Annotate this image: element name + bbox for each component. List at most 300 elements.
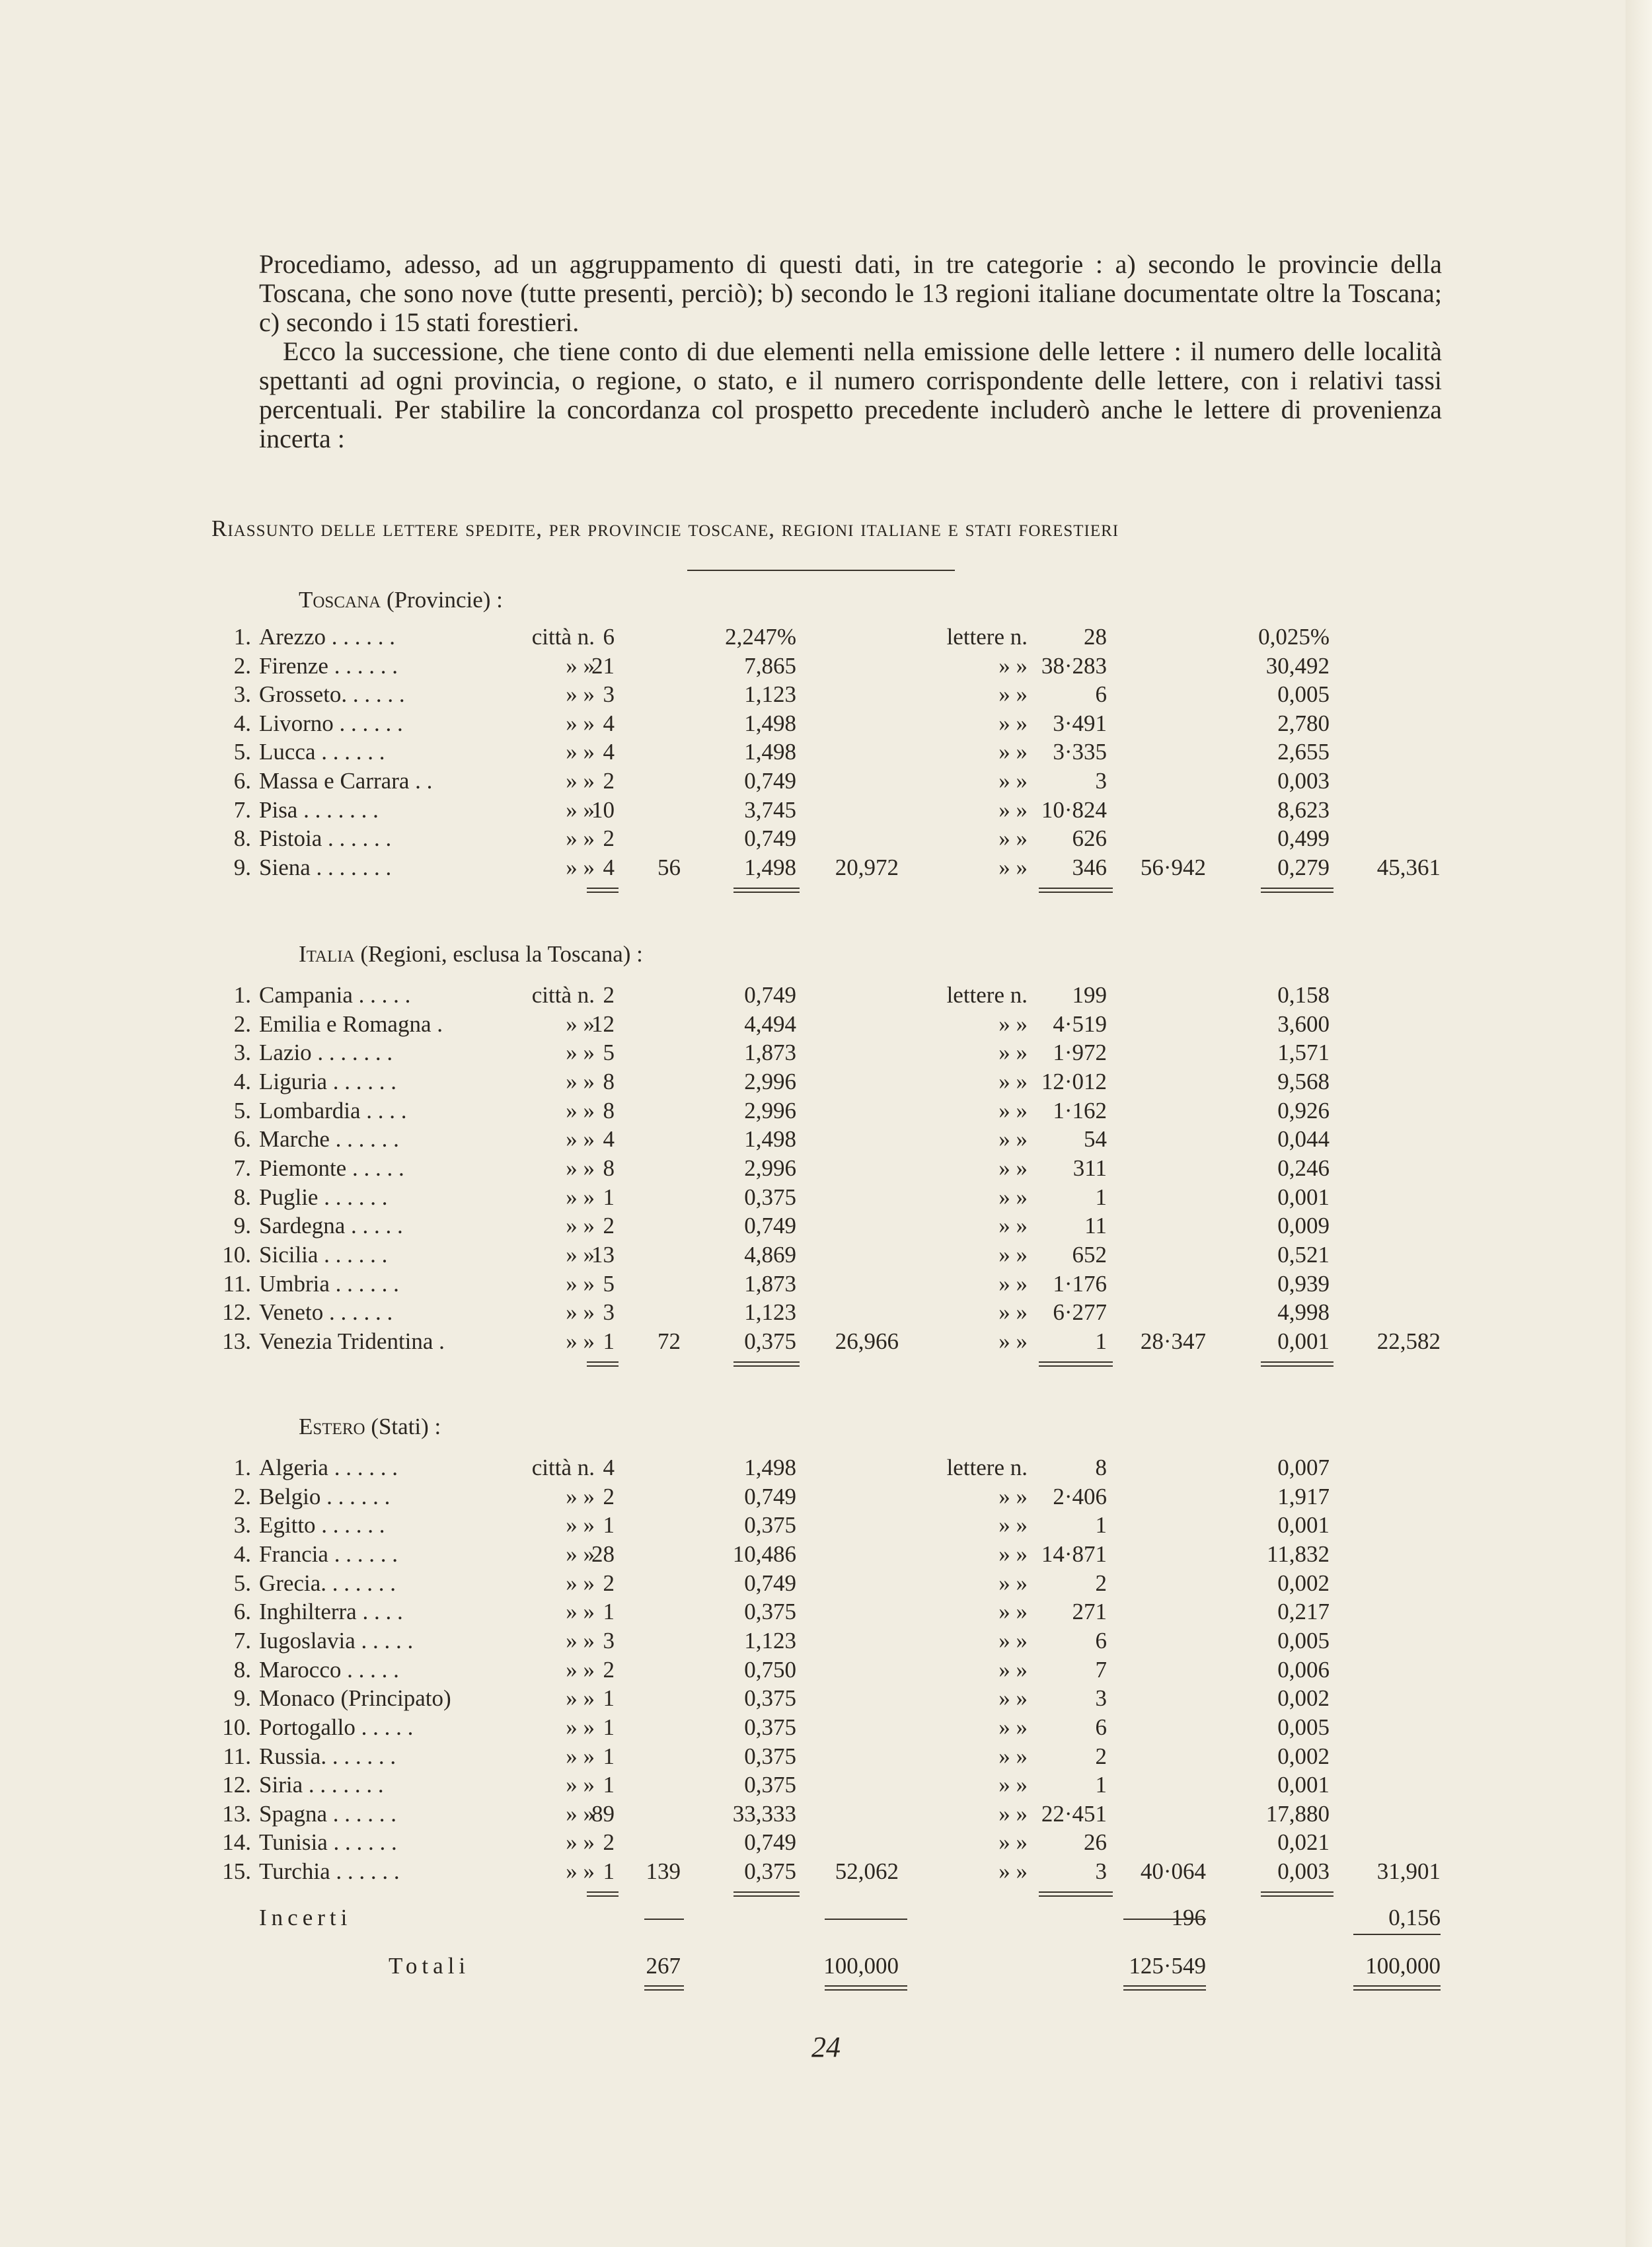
letters-count: 8 <box>1095 1455 1107 1480</box>
letters-label: » » <box>998 1155 1028 1181</box>
letters-pct: 0,006 <box>1277 1657 1330 1683</box>
double-rule <box>1353 1985 1441 1991</box>
letters-pct: 0,926 <box>1277 1098 1330 1124</box>
city-pct: 1,498 <box>744 1126 796 1152</box>
letters-count: 22·451 <box>1041 1801 1107 1827</box>
row-name: Russia. . . . . . . <box>259 1743 396 1769</box>
letters-count: 1·972 <box>1053 1040 1107 1065</box>
table-row <box>0 1829 1652 1858</box>
city-label: » » <box>566 797 595 823</box>
rule <box>644 1919 684 1920</box>
table-row <box>0 1098 1652 1127</box>
letters-count: 12·012 <box>1041 1069 1107 1094</box>
row-number: 7. <box>233 1155 251 1181</box>
row-number: 2. <box>233 1011 251 1037</box>
city-pct: 1,498 <box>744 855 796 880</box>
row-number: 12. <box>222 1772 251 1798</box>
city-count: 13 <box>591 1242 615 1268</box>
letters-label: » » <box>998 1242 1028 1268</box>
city-label: città n. <box>531 1455 595 1480</box>
double-rule <box>1039 1891 1113 1897</box>
double-rule <box>587 888 619 893</box>
row-name: Algeria . . . . . . <box>259 1455 398 1480</box>
table-row <box>0 797 1652 826</box>
row-number: 1. <box>233 624 251 650</box>
letters-count: 6·277 <box>1053 1299 1107 1325</box>
city-pct: 0,375 <box>744 1743 796 1769</box>
table-row <box>0 739 1652 768</box>
letters-pct: 0,939 <box>1277 1271 1330 1297</box>
city-pct: 1,123 <box>744 1628 796 1654</box>
intro-paragraph-2: Ecco la successione, che tiene conto di due elementi nella emissione delle lettere : il numero delle località spettanti ad ogni provincia, o regione, o stato, e il numero corrispondente delle lettere, con i relativi tassi percentuali. Per stabilire la concordanza col prospetto precedente includerò anche le lettere di provenienza incerta : <box>259 336 1442 453</box>
row-number: 11. <box>223 1743 251 1769</box>
row-name: Grosseto. . . . . . <box>259 681 405 707</box>
letters-pct: 0,003 <box>1277 1858 1330 1884</box>
city-count: 4 <box>603 855 615 880</box>
row-number: 8. <box>233 825 251 851</box>
letters-pct: 0,001 <box>1277 1184 1330 1210</box>
letters-pct: 0,002 <box>1277 1570 1330 1596</box>
letters-pct: 1,571 <box>1277 1040 1330 1065</box>
letters-pct: 0,003 <box>1277 768 1330 794</box>
row-number: 5. <box>233 1098 251 1124</box>
letters-label: » » <box>998 1801 1028 1827</box>
city-label: » » <box>566 1743 595 1769</box>
letters-label: » » <box>998 1714 1028 1740</box>
rule <box>825 1919 907 1920</box>
letters-pct: 0,001 <box>1277 1328 1330 1354</box>
city-label: » » <box>566 1570 595 1596</box>
letters-label: » » <box>998 653 1028 679</box>
letters-label: » » <box>998 768 1028 794</box>
row-name: Umbria . . . . . . <box>259 1271 399 1297</box>
section-total-pct: 20,972 <box>835 855 899 880</box>
city-pct: 0,375 <box>744 1328 796 1354</box>
letters-label: lettere n. <box>946 982 1028 1008</box>
letters-pct: 11,832 <box>1267 1541 1330 1567</box>
title-rule <box>687 570 955 571</box>
double-rule <box>825 1985 907 1991</box>
letters-pct: 0,217 <box>1277 1599 1330 1624</box>
row-number: 12. <box>222 1299 251 1325</box>
city-pct: 2,996 <box>744 1069 796 1094</box>
row-name: Firenze . . . . . . <box>259 653 398 679</box>
letters-count: 3·335 <box>1053 739 1107 765</box>
letters-label: » » <box>998 825 1028 851</box>
city-count: 12 <box>591 1011 615 1037</box>
row-name: Inghilterra . . . . <box>259 1599 403 1624</box>
letters-count: 3 <box>1095 1858 1107 1884</box>
city-count: 5 <box>603 1040 615 1065</box>
letters-label: lettere n. <box>946 624 1028 650</box>
row-name: Massa e Carrara . . <box>259 768 433 794</box>
letters-count: 2 <box>1095 1743 1107 1769</box>
letters-count: 38·283 <box>1041 653 1107 679</box>
incerti-label: Incerti <box>259 1905 352 1930</box>
double-rule <box>1039 1361 1113 1367</box>
letters-pct: 0,001 <box>1277 1772 1330 1798</box>
row-number: 9. <box>233 855 251 880</box>
row-number: 10. <box>222 1242 251 1268</box>
city-pct: 0,749 <box>744 1484 796 1509</box>
city-pct: 0,750 <box>744 1657 796 1683</box>
letters-count: 2·406 <box>1053 1484 1107 1509</box>
city-count: 1 <box>603 1599 615 1624</box>
city-pct: 7,865 <box>744 653 796 679</box>
row-number: 14. <box>222 1829 251 1855</box>
letters-label: » » <box>998 1040 1028 1065</box>
row-name: Siria . . . . . . . <box>259 1772 384 1798</box>
letters-count: 7 <box>1095 1657 1107 1683</box>
city-count: 4 <box>603 739 615 765</box>
rule <box>1353 1934 1441 1935</box>
row-name: Livorno . . . . . . <box>259 710 403 736</box>
city-label: » » <box>566 1184 595 1210</box>
double-rule <box>733 1361 800 1367</box>
row-name: Iugoslavia . . . . . <box>259 1628 414 1654</box>
letters-pct: 0,021 <box>1277 1829 1330 1855</box>
letters-label: » » <box>998 1069 1028 1094</box>
table-row <box>0 1801 1652 1830</box>
city-count: 8 <box>603 1155 615 1181</box>
table-row <box>0 1184 1652 1213</box>
letters-count: 4·519 <box>1053 1011 1107 1037</box>
city-label: » » <box>566 1599 595 1624</box>
letters-label: » » <box>998 710 1028 736</box>
letters-label: » » <box>998 1858 1028 1884</box>
section-heading-toscana: Toscana (Provincie) : <box>299 587 503 613</box>
city-count: 3 <box>603 1628 615 1654</box>
city-count: 5 <box>603 1271 615 1297</box>
city-count: 2 <box>603 982 615 1008</box>
letters-count: 271 <box>1072 1599 1107 1624</box>
totali-letters-pct: 100,000 <box>1365 1953 1441 1979</box>
letters-count: 6 <box>1095 1628 1107 1654</box>
letters-count: 1·162 <box>1053 1098 1107 1124</box>
city-label: » » <box>566 1011 595 1037</box>
city-count: 2 <box>603 1213 615 1238</box>
row-number: 13. <box>222 1328 251 1354</box>
city-pct: 0,375 <box>744 1772 796 1798</box>
letters-pct: 17,880 <box>1265 1801 1330 1827</box>
row-number: 4. <box>233 1541 251 1567</box>
row-number: 7. <box>233 797 251 823</box>
row-name: Siena . . . . . . . <box>259 855 392 880</box>
row-number: 10. <box>222 1714 251 1740</box>
table-row <box>0 1126 1652 1155</box>
letters-label: » » <box>998 1213 1028 1238</box>
city-label: » » <box>566 1242 595 1268</box>
double-rule <box>587 1361 619 1367</box>
city-count: 1 <box>603 1743 615 1769</box>
city-label: » » <box>566 855 595 880</box>
row-number: 3. <box>233 1040 251 1065</box>
letters-count: 11 <box>1084 1213 1107 1238</box>
letters-pct: 0,005 <box>1277 681 1330 707</box>
letters-pct: 0,007 <box>1277 1455 1330 1480</box>
letters-label: » » <box>998 1011 1028 1037</box>
city-count: 6 <box>603 624 615 650</box>
section-total-letters-pct: 22,582 <box>1376 1328 1441 1354</box>
letters-label: » » <box>998 681 1028 707</box>
letters-count: 199 <box>1072 982 1107 1008</box>
city-pct: 0,749 <box>744 1829 796 1855</box>
city-label: » » <box>566 1098 595 1124</box>
table-row <box>0 1772 1652 1801</box>
letters-count: 6 <box>1095 1714 1107 1740</box>
row-name: Piemonte . . . . . <box>259 1155 404 1181</box>
letters-label: » » <box>998 1512 1028 1538</box>
row-name: Veneto . . . . . . <box>259 1299 393 1325</box>
section-total-letters-pct: 45,361 <box>1376 855 1441 880</box>
city-count: 1 <box>603 1858 615 1884</box>
totali-count: 267 <box>646 1953 681 1979</box>
letters-pct: 0,002 <box>1277 1685 1330 1711</box>
city-label: » » <box>566 681 595 707</box>
table-row <box>0 1040 1652 1069</box>
city-count: 89 <box>591 1801 615 1827</box>
city-pct: 0,749 <box>744 1570 796 1596</box>
city-pct: 2,247% <box>725 624 796 650</box>
letters-label: » » <box>998 855 1028 880</box>
letters-label: » » <box>998 1328 1028 1354</box>
city-pct: 1,123 <box>744 1299 796 1325</box>
city-count: 3 <box>603 1299 615 1325</box>
section-total-letters: 40·064 <box>1140 1858 1206 1884</box>
city-label: » » <box>566 1155 595 1181</box>
section-total-letters-pct: 31,901 <box>1376 1858 1441 1884</box>
row-name: Lombardia . . . . <box>259 1098 407 1124</box>
letters-pct: 0,025% <box>1258 624 1330 650</box>
city-pct: 10,486 <box>732 1541 796 1567</box>
city-label: » » <box>566 1829 595 1855</box>
city-pct: 0,375 <box>744 1512 796 1538</box>
city-pct: 1,123 <box>744 681 796 707</box>
letters-label: » » <box>998 739 1028 765</box>
letters-pct: 4,998 <box>1277 1299 1330 1325</box>
letters-label: » » <box>998 1743 1028 1769</box>
city-pct: 0,375 <box>744 1599 796 1624</box>
letters-count: 1 <box>1095 1328 1107 1354</box>
city-count: 4 <box>603 1126 615 1152</box>
city-label: » » <box>566 1126 595 1152</box>
totali-label: Totali <box>389 1953 470 1979</box>
city-count: 10 <box>591 797 615 823</box>
letters-count: 6 <box>1095 681 1107 707</box>
row-name: Portogallo . . . . . <box>259 1714 414 1740</box>
city-count: 2 <box>603 825 615 851</box>
city-label: » » <box>566 1069 595 1094</box>
city-pct: 1,498 <box>744 1455 796 1480</box>
table-row <box>0 1657 1652 1686</box>
section-heading-italia: Italia (Regioni, esclusa la Toscana) : <box>299 941 643 967</box>
city-label: » » <box>566 825 595 851</box>
letters-label: » » <box>998 1599 1028 1624</box>
city-pct: 0,749 <box>744 1213 796 1238</box>
city-label: » » <box>566 653 595 679</box>
letters-pct: 0,158 <box>1277 982 1330 1008</box>
letters-count: 54 <box>1084 1126 1107 1152</box>
section-total-pct: 52,062 <box>835 1858 899 1884</box>
letters-label: » » <box>998 1829 1028 1855</box>
city-label: » » <box>566 1213 595 1238</box>
table-row <box>0 1714 1652 1743</box>
row-number: 1. <box>233 982 251 1008</box>
city-label: » » <box>566 1512 595 1538</box>
city-count: 8 <box>603 1098 615 1124</box>
city-pct: 0,749 <box>744 825 796 851</box>
double-rule <box>733 888 800 893</box>
table-row <box>0 1271 1652 1300</box>
row-name: Francia . . . . . . <box>259 1541 398 1567</box>
row-name: Emilia e Romagna . <box>259 1011 443 1037</box>
city-count: 2 <box>603 1657 615 1683</box>
table-row <box>0 855 1652 884</box>
row-name: Pisa . . . . . . . <box>259 797 379 823</box>
incerti-letters: 196 <box>1171 1905 1206 1930</box>
letters-label: » » <box>998 1484 1028 1509</box>
row-number: 15. <box>222 1858 251 1884</box>
city-pct: 33,333 <box>732 1801 796 1827</box>
letters-count: 26 <box>1084 1829 1107 1855</box>
row-name: Marche . . . . . . <box>259 1126 399 1152</box>
city-label: » » <box>566 1299 595 1325</box>
row-name: Grecia. . . . . . . <box>259 1570 396 1596</box>
double-rule <box>1261 1891 1333 1897</box>
letters-label: » » <box>998 1098 1028 1124</box>
double-rule <box>644 1985 684 1991</box>
row-name: Liguria . . . . . . <box>259 1069 397 1094</box>
row-number: 4. <box>233 1069 251 1094</box>
letters-label: » » <box>998 1772 1028 1798</box>
city-pct: 1,873 <box>744 1040 796 1065</box>
city-pct: 0,375 <box>744 1184 796 1210</box>
row-number: 8. <box>233 1657 251 1683</box>
table-row <box>0 1858 1652 1887</box>
totali-pct: 100,000 <box>823 1953 899 1979</box>
section-total-letters: 56·942 <box>1140 855 1206 880</box>
double-rule <box>1123 1985 1206 1991</box>
city-label: » » <box>566 1657 595 1683</box>
row-number: 5. <box>233 739 251 765</box>
row-number: 3. <box>233 1512 251 1538</box>
row-number: 9. <box>233 1213 251 1238</box>
row-name: Turchia . . . . . . <box>259 1858 400 1884</box>
city-pct: 0,749 <box>744 768 796 794</box>
letters-pct: 30,492 <box>1265 653 1330 679</box>
row-number: 2. <box>233 1484 251 1509</box>
letters-count: 1 <box>1095 1512 1107 1538</box>
city-count: 2 <box>603 768 615 794</box>
section-total-count: 72 <box>657 1328 681 1354</box>
row-number: 1. <box>233 1455 251 1480</box>
row-name: Lazio . . . . . . . <box>259 1040 393 1065</box>
double-rule <box>733 1891 800 1897</box>
letters-count: 14·871 <box>1041 1541 1107 1567</box>
table-row <box>0 1570 1652 1599</box>
rule <box>1123 1919 1206 1920</box>
row-name: Venezia Tridentina . <box>259 1328 445 1354</box>
incerti-letters-pct: 0,156 <box>1388 1905 1441 1930</box>
section-heading-estero: Estero (Stati) : <box>299 1414 441 1439</box>
letters-count: 3 <box>1095 1685 1107 1711</box>
city-count: 2 <box>603 1570 615 1596</box>
letters-label: » » <box>998 797 1028 823</box>
table-row <box>0 982 1652 1011</box>
row-name: Egitto . . . . . . <box>259 1512 385 1538</box>
letters-pct: 0,279 <box>1277 855 1330 880</box>
letters-pct: 0,001 <box>1277 1512 1330 1538</box>
letters-count: 3·491 <box>1053 710 1107 736</box>
letters-label: » » <box>998 1126 1028 1152</box>
row-name: Arezzo . . . . . . <box>259 624 396 650</box>
city-pct: 0,749 <box>744 982 796 1008</box>
city-count: 8 <box>603 1069 615 1094</box>
table-row <box>0 1484 1652 1513</box>
row-name: Marocco . . . . . <box>259 1657 399 1683</box>
row-number: 8. <box>233 1184 251 1210</box>
table-row <box>0 1069 1652 1098</box>
letters-label: » » <box>998 1541 1028 1567</box>
row-name: Lucca . . . . . . <box>259 739 385 765</box>
letters-label: » » <box>998 1570 1028 1596</box>
table-row <box>0 653 1652 682</box>
city-label: » » <box>566 1271 595 1297</box>
section-total-pct: 26,966 <box>835 1328 899 1354</box>
letters-label: » » <box>998 1657 1028 1683</box>
table-row <box>0 710 1652 740</box>
row-name: Tunisia . . . . . . <box>259 1829 397 1855</box>
table-row <box>0 768 1652 797</box>
city-label: » » <box>566 1040 595 1065</box>
row-number: 3. <box>233 681 251 707</box>
row-number: 6. <box>233 768 251 794</box>
letters-count: 3 <box>1095 768 1107 794</box>
row-number: 4. <box>233 710 251 736</box>
letters-pct: 0,005 <box>1277 1628 1330 1654</box>
row-number: 7. <box>233 1628 251 1654</box>
city-pct: 3,745 <box>744 797 796 823</box>
city-label: » » <box>566 1801 595 1827</box>
section-total-count: 139 <box>646 1858 681 1884</box>
table-row <box>0 1328 1652 1357</box>
city-pct: 2,996 <box>744 1155 796 1181</box>
row-number: 9. <box>233 1685 251 1711</box>
letters-label: » » <box>998 1271 1028 1297</box>
city-label: » » <box>566 710 595 736</box>
row-number: 11. <box>223 1271 251 1297</box>
row-number: 6. <box>233 1126 251 1152</box>
city-count: 1 <box>603 1685 615 1711</box>
letters-count: 2 <box>1095 1570 1107 1596</box>
city-label: città n. <box>531 624 595 650</box>
letters-pct: 0,499 <box>1277 825 1330 851</box>
city-label: » » <box>566 739 595 765</box>
letters-count: 311 <box>1072 1155 1107 1181</box>
row-number: 6. <box>233 1599 251 1624</box>
letters-pct: 0,009 <box>1277 1213 1330 1238</box>
city-pct: 4,494 <box>744 1011 796 1037</box>
section-total-letters: 28·347 <box>1140 1328 1206 1354</box>
city-label: » » <box>566 1628 595 1654</box>
table-title: Riassunto delle lettere spedite, per provincie toscane, regioni italiane e stati forestieri <box>211 515 1119 541</box>
table-row <box>0 1685 1652 1714</box>
city-pct: 1,498 <box>744 710 796 736</box>
letters-label: » » <box>998 1685 1028 1711</box>
city-label: » » <box>566 1772 595 1798</box>
city-pct: 0,375 <box>744 1858 796 1884</box>
city-pct: 4,869 <box>744 1242 796 1268</box>
